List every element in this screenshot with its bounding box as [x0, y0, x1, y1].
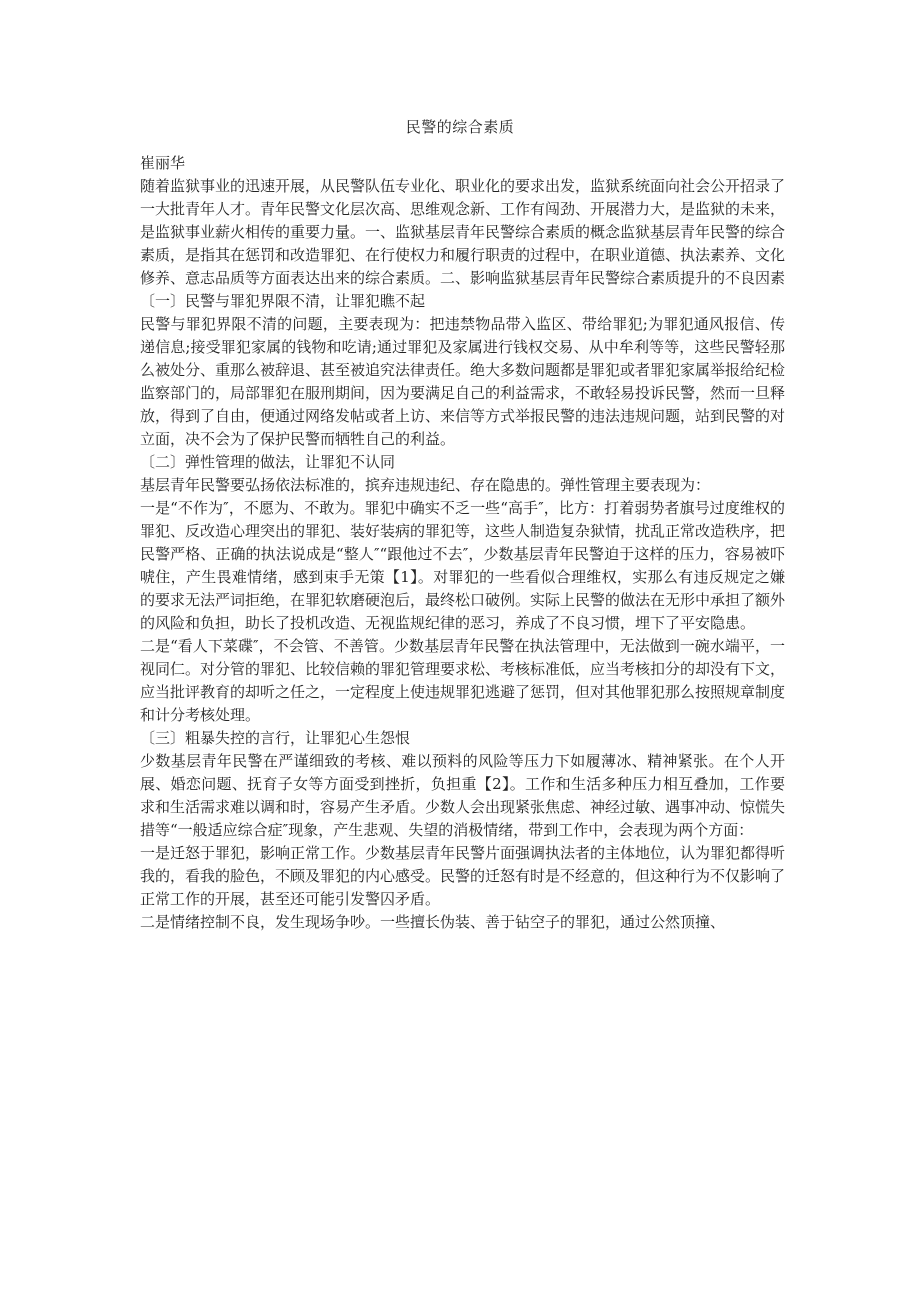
- author-name: 崔丽华: [140, 154, 186, 172]
- document-title: 民警的综合素质: [405, 118, 515, 136]
- section-heading: 〔二〕弹性管理的做法，让罪犯不认同: [140, 453, 396, 471]
- body-paragraph: 随着监狱事业的迅速开展，从民警队伍专业化、职业化的要求出发，监狱系统面向社会公开招录了一大批青年人才。青年民警文化层次高、思维观念新、工作有闯劲、开展潜力大，是监狱的未来，是监狱事业薪火相传的重要力量。一、监狱基层青年民警综合素质的概念监狱基层青年民警的综合素质，是指其在惩罚和改造罪犯、在行使权力和履行职责的过程中，在职业道德、执法素养、文化修养、意志品质等方面表达出来的综合素质。二、影响监狱基层青年民警综合素质提升的不良因素: [140, 177, 786, 287]
- section-heading: 〔三〕粗暴失控的言行，让罪犯心生怨恨: [140, 729, 411, 747]
- body-paragraph: 一是“不作为″，不愿为、不敢为。罪犯中确实不乏一些“高手″，比方：打着弱势者旗号过度维权的罪犯、反改造心理突出的罪犯、装好装病的罪犯等，这些人制造复杂狱情，扰乱正常改造秩序，把民警严格、正确的执法说成是“整人″“跟他过不去″，少数基层青年民警迫于这样的压力，容易被吓唬住，产生畏难情绪，感到束手无策【1】。对罪犯的一些看似合理维权，实那么有违反规定之嫌的要求无法严词拒绝，在罪犯软磨硬泡后，最终松口破例。实际上民警的做法在无形中承担了额外的风险和负担，助长了投机改造、无视监规纪律的恶习，养成了不良习惯，埋下了平安隐患。: [140, 499, 786, 632]
- body-paragraph: 民警与罪犯界限不清的问题，主要表现为：把违禁物品带入监区、带给罪犯;为罪犯通风报信、传递信息;接受罪犯家属的钱物和吃请;通过罪犯及家属进行钱权交易、从中牟利等等，这些民警轻那么被处分、重那么被辞退、甚至被追究法律责任。绝大多数问题都是罪犯或者罪犯家属举报给纪检监察部门的，局部罪犯在服刑期间，因为要满足自己的利益需求，不敢轻易投诉民警，然而一旦释放，得到了自由，便通过网络发帖或者上访、来信等方式举报民警的违法违规问题，站到民警的对立面，决不会为了保护民警而牺牲自己的利益。: [140, 315, 786, 448]
- body-paragraph: 二是“看人下菜碟″，不会管、不善管。少数基层青年民警在执法管理中，无法做到一碗水端平，一视同仁。对分管的罪犯、比较信赖的罪犯管理要求松、考核标准低，应当考核扣分的却没有下文，应当批评教育的却听之任之，一定程度上使违规罪犯逃避了惩罚，但对其他罪犯那么按照规章制度和计分考核处理。: [140, 637, 786, 724]
- body-paragraph: 二是情绪控制不良，发生现场争吵。一些擅长伪装、善于钻空子的罪犯，通过公然顶撞、: [140, 913, 726, 931]
- document-body: [140, 152, 785, 934]
- body-paragraph: 一是迁怒于罪犯，影响正常工作。少数基层青年民警片面强调执法者的主体地位，认为罪犯都得听我的，看我的脸色，不顾及罪犯的内心感受。民警的迁怒有时是不经意的，但这种行为不仅影响了正常工作的开展，甚至还可能引发警囚矛盾。: [140, 844, 786, 908]
- body-paragraph: 基层青年民警要弘扬依法标准的，摈弃违规违纪、存在隐患的。弹性管理主要表现为：: [140, 476, 711, 494]
- body-paragraph: 少数基层青年民警在严谨细致的考核、难以预料的风险等压力下如履薄冰、精神紧张。在个人开展、婚恋问题、抚育子女等方面受到挫折，负担重【2】。工作和生活多种压力相互叠加，工作要求和生活需求难以调和时，容易产生矛盾。少数人会出现紧张焦虑、神经过敏、遇事冲动、惊慌失措等“一般适应综合症″现象，产生悲观、失望的消极情绪，带到工作中，会表现为两个方面：: [140, 752, 786, 839]
- section-heading: 〔一〕民警与罪犯界限不清，让罪犯瞧不起: [140, 292, 426, 310]
